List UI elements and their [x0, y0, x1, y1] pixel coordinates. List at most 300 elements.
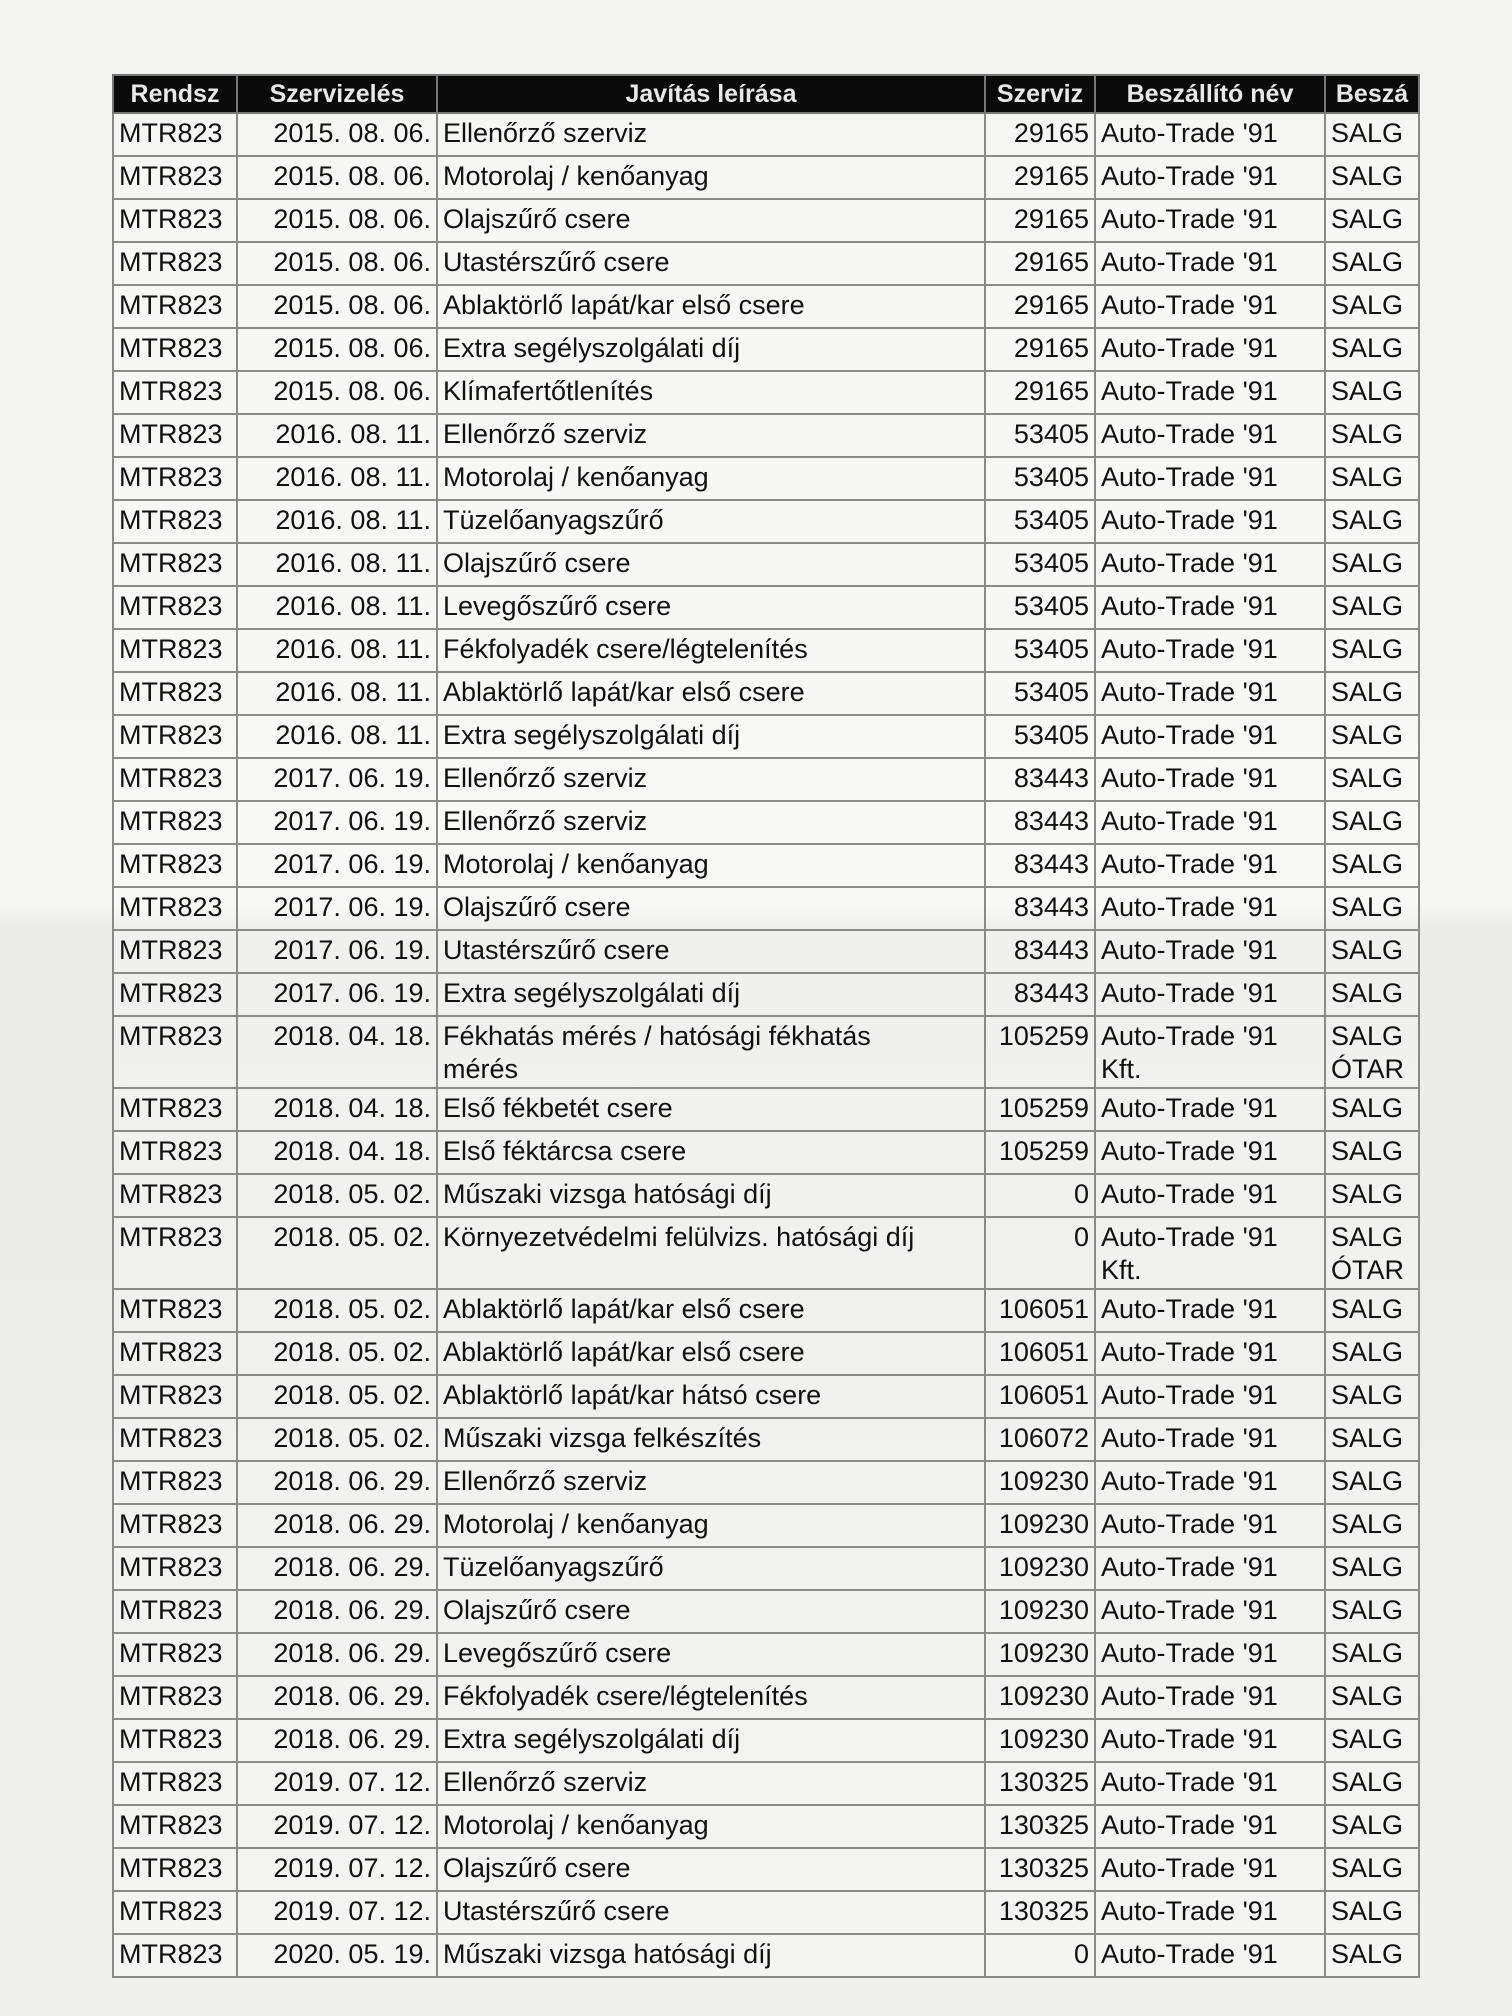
cell-plate-text: MTR823 — [119, 161, 223, 191]
cell-supplier-name — [1095, 1805, 1325, 1848]
cell-supplier-name-text: Auto-Trade '91 — [1101, 1509, 1278, 1539]
cell-description-text: Ellenőrző szerviz — [443, 806, 648, 836]
cell-plate-text: MTR823 — [119, 204, 223, 234]
cell-service-date-text: 2018. 06. 29. — [273, 1638, 431, 1668]
cell-service-date — [237, 457, 437, 500]
cell-service-number-text: 130325 — [998, 1767, 1089, 1797]
cell-plate — [113, 156, 237, 199]
cell-description-text: Klímafertőtlenítés — [443, 376, 654, 406]
cell-supplier-code — [1325, 1332, 1419, 1375]
cell-supplier-code-text: SALG — [1331, 1021, 1404, 1051]
cell-supplier-code-continuation: ÓTAR — [1331, 1054, 1404, 1084]
cell-plate-text: MTR823 — [119, 1337, 223, 1367]
cell-supplier-code-text: SALG — [1331, 419, 1404, 449]
cell-description-text: Ablaktörlő lapát/kar első csere — [443, 1337, 805, 1367]
cell-service-number — [985, 1891, 1095, 1934]
table-row — [113, 113, 1419, 156]
cell-plate-text: MTR823 — [119, 1380, 223, 1410]
cell-description-text: Ablaktörlő lapát/kar első csere — [443, 1294, 805, 1324]
cell-service-date — [237, 328, 437, 371]
cell-plate — [113, 1504, 237, 1547]
table-row — [113, 1891, 1419, 1934]
cell-service-date-text: 2018. 06. 29. — [273, 1552, 431, 1582]
cell-service-date — [237, 672, 437, 715]
cell-plate — [113, 1805, 237, 1848]
cell-description — [437, 242, 985, 285]
cell-plate — [113, 1848, 237, 1891]
cell-service-date — [237, 1131, 437, 1174]
cell-supplier-code-text: SALG — [1331, 1896, 1404, 1926]
cell-description — [437, 758, 985, 801]
cell-service-date — [237, 1174, 437, 1217]
cell-service-number-text: 109230 — [998, 1681, 1089, 1711]
cell-supplier-name-text: Auto-Trade '91 — [1101, 1179, 1278, 1209]
cell-plate — [113, 1891, 237, 1934]
cell-service-date-text: 2015. 08. 06. — [273, 290, 431, 320]
cell-supplier-name-text: Auto-Trade '91 — [1101, 1681, 1278, 1711]
cell-description — [437, 1934, 985, 1977]
cell-service-number — [985, 156, 1095, 199]
cell-service-date-text: 2015. 08. 06. — [273, 333, 431, 363]
cell-service-number — [985, 328, 1095, 371]
table-header — [113, 75, 1419, 113]
cell-supplier-name — [1095, 887, 1325, 930]
cell-service-number — [985, 1289, 1095, 1332]
cell-service-date — [237, 1719, 437, 1762]
cell-service-date — [237, 1762, 437, 1805]
table-row — [113, 371, 1419, 414]
cell-service-date — [237, 1332, 437, 1375]
cell-supplier-code-text: SALG — [1331, 634, 1404, 664]
table-row — [113, 1016, 1419, 1088]
cell-supplier-code — [1325, 973, 1419, 1016]
cell-service-date-text: 2016. 08. 11. — [275, 677, 431, 707]
cell-supplier-code-text: SALG — [1331, 204, 1404, 234]
cell-service-number-text: 29165 — [1013, 161, 1089, 191]
cell-supplier-name-text: Auto-Trade '91 — [1101, 462, 1278, 492]
cell-description — [437, 1174, 985, 1217]
cell-service-number-text: 109230 — [998, 1595, 1089, 1625]
cell-description — [437, 1719, 985, 1762]
cell-service-number-text: 106051 — [998, 1380, 1089, 1410]
cell-description — [437, 1375, 985, 1418]
cell-plate-text: MTR823 — [119, 333, 223, 363]
cell-supplier-name-text: Auto-Trade '91 — [1101, 505, 1278, 535]
cell-supplier-name-text: Auto-Trade '91 — [1101, 763, 1278, 793]
cell-supplier-code-text: SALG — [1331, 1552, 1404, 1582]
cell-supplier-name — [1095, 1504, 1325, 1547]
cell-supplier-code-text: SALG — [1331, 290, 1404, 320]
cell-service-date — [237, 543, 437, 586]
cell-plate — [113, 1289, 237, 1332]
cell-supplier-code — [1325, 371, 1419, 414]
table-row — [113, 844, 1419, 887]
cell-plate-text: MTR823 — [119, 1853, 223, 1883]
cell-description — [437, 500, 985, 543]
cell-description-text: Tüzelőanyagszűrő — [443, 505, 664, 535]
cell-supplier-name-text: Auto-Trade '91 — [1101, 806, 1278, 836]
cell-supplier-name-continuation: Kft. — [1101, 1255, 1142, 1285]
cell-supplier-code — [1325, 1805, 1419, 1848]
cell-plate-text: MTR823 — [119, 1767, 223, 1797]
table-row — [113, 1762, 1419, 1805]
cell-plate — [113, 285, 237, 328]
cell-service-number — [985, 1762, 1095, 1805]
cell-service-date-text: 2017. 06. 19. — [273, 806, 431, 836]
cell-plate — [113, 371, 237, 414]
cell-description — [437, 1805, 985, 1848]
cell-plate — [113, 1676, 237, 1719]
cell-service-number — [985, 1848, 1095, 1891]
cell-service-date — [237, 1805, 437, 1848]
cell-plate — [113, 1332, 237, 1375]
cell-description — [437, 1418, 985, 1461]
cell-supplier-name — [1095, 1891, 1325, 1934]
cell-service-date-text: 2020. 05. 19. — [273, 1939, 431, 1969]
cell-plate-text: MTR823 — [119, 849, 223, 879]
cell-supplier-code-text: SALG — [1331, 548, 1404, 578]
cell-service-date-text: 2015. 08. 06. — [273, 247, 431, 277]
table-row — [113, 1217, 1419, 1289]
cell-service-number-text: 29165 — [1013, 204, 1089, 234]
cell-service-date — [237, 1375, 437, 1418]
cell-service-date — [237, 629, 437, 672]
cell-plate-text: MTR823 — [119, 1466, 223, 1496]
cell-supplier-name-text: Auto-Trade '91 — [1101, 376, 1278, 406]
cell-supplier-code-text: SALG — [1331, 1681, 1404, 1711]
cell-service-date — [237, 1418, 437, 1461]
table-row — [113, 973, 1419, 1016]
cell-service-number — [985, 1174, 1095, 1217]
cell-service-date-text: 2018. 05. 02. — [273, 1423, 431, 1453]
cell-service-number — [985, 242, 1095, 285]
cell-plate — [113, 887, 237, 930]
cell-supplier-name — [1095, 1418, 1325, 1461]
cell-supplier-name — [1095, 1375, 1325, 1418]
cell-service-date-text: 2018. 05. 02. — [273, 1222, 431, 1252]
cell-supplier-code — [1325, 715, 1419, 758]
cell-service-number-text: 83443 — [1013, 892, 1089, 922]
cell-service-date — [237, 1676, 437, 1719]
cell-description — [437, 457, 985, 500]
cell-service-date-text: 2016. 08. 11. — [275, 720, 431, 750]
cell-service-number-text: 109230 — [998, 1466, 1089, 1496]
cell-supplier-code-text: SALG — [1331, 247, 1404, 277]
table-row — [113, 1547, 1419, 1590]
cell-supplier-code — [1325, 328, 1419, 371]
cell-plate-text: MTR823 — [119, 677, 223, 707]
cell-description-text: Motorolaj / kenőanyag — [443, 1509, 709, 1539]
cell-service-number — [985, 371, 1095, 414]
cell-service-date-text: 2018. 05. 02. — [273, 1337, 431, 1367]
cell-supplier-code-text: SALG — [1331, 849, 1404, 879]
cell-service-date — [237, 930, 437, 973]
cell-service-number — [985, 1719, 1095, 1762]
cell-service-date — [237, 371, 437, 414]
cell-service-number — [985, 285, 1095, 328]
cell-description-text: Motorolaj / kenőanyag — [443, 462, 709, 492]
cell-supplier-name-text: Auto-Trade '91 — [1101, 1136, 1278, 1166]
cell-supplier-code — [1325, 1848, 1419, 1891]
cell-description-text: Környezetvédelmi felülvizs. hatósági díj — [443, 1222, 915, 1252]
cell-supplier-code — [1325, 543, 1419, 586]
table-row — [113, 1461, 1419, 1504]
cell-service-date — [237, 844, 437, 887]
cell-description-text: Ellenőrző szerviz — [443, 419, 648, 449]
cell-plate-text: MTR823 — [119, 763, 223, 793]
cell-description-text: Fékfolyadék csere/légtelenítés — [443, 1681, 808, 1711]
cell-supplier-code-text: SALG — [1331, 376, 1404, 406]
cell-description — [437, 672, 985, 715]
cell-plate-text: MTR823 — [119, 1939, 223, 1969]
cell-supplier-code — [1325, 1762, 1419, 1805]
cell-supplier-code-text: SALG — [1331, 1810, 1404, 1840]
cell-supplier-name-text: Auto-Trade '91 — [1101, 1294, 1278, 1324]
cell-plate-text: MTR823 — [119, 419, 223, 449]
cell-supplier-name — [1095, 715, 1325, 758]
table-row — [113, 1375, 1419, 1418]
cell-supplier-code — [1325, 887, 1419, 930]
cell-supplier-name-text: Auto-Trade '91 — [1101, 333, 1278, 363]
cell-service-number-text: 53405 — [1013, 591, 1089, 621]
cell-plate — [113, 1016, 237, 1088]
cell-plate-text: MTR823 — [119, 1222, 223, 1252]
cell-plate-text: MTR823 — [119, 634, 223, 664]
cell-supplier-code-text: SALG — [1331, 1466, 1404, 1496]
header-service-number: Szerviz — [985, 75, 1095, 113]
cell-service-date-text: 2016. 08. 11. — [275, 548, 431, 578]
cell-description — [437, 715, 985, 758]
cell-supplier-code-text: SALG — [1331, 1595, 1404, 1625]
cell-description-text: Olajszűrő csere — [443, 1853, 631, 1883]
cell-plate — [113, 715, 237, 758]
cell-service-number-text: 0 — [1073, 1939, 1089, 1969]
table-row — [113, 930, 1419, 973]
cell-service-number-text: 53405 — [1013, 720, 1089, 750]
cell-plate-text: MTR823 — [119, 1179, 223, 1209]
cell-supplier-code-text: SALG — [1331, 677, 1404, 707]
cell-plate — [113, 414, 237, 457]
cell-service-number — [985, 930, 1095, 973]
cell-plate-text: MTR823 — [119, 376, 223, 406]
cell-supplier-code-text: SALG — [1331, 1380, 1404, 1410]
cell-plate-text: MTR823 — [119, 806, 223, 836]
cell-description-text: Motorolaj / kenőanyag — [443, 849, 709, 879]
cell-plate-text: MTR823 — [119, 1509, 223, 1539]
cell-plate-text: MTR823 — [119, 1896, 223, 1926]
cell-supplier-code — [1325, 1289, 1419, 1332]
cell-description — [437, 1088, 985, 1131]
cell-supplier-name-text: Auto-Trade '91 — [1101, 1896, 1278, 1926]
cell-supplier-name — [1095, 844, 1325, 887]
cell-service-date — [237, 801, 437, 844]
table-row — [113, 285, 1419, 328]
cell-plate-text: MTR823 — [119, 1136, 223, 1166]
cell-service-number — [985, 1805, 1095, 1848]
cell-description-text: Ablaktörlő lapát/kar első csere — [443, 290, 805, 320]
cell-service-number — [985, 1088, 1095, 1131]
cell-service-number-text: 53405 — [1013, 462, 1089, 492]
cell-plate — [113, 1375, 237, 1418]
cell-plate-text: MTR823 — [119, 1093, 223, 1123]
cell-service-number-text: 106072 — [998, 1423, 1089, 1453]
cell-description-text: Első féktárcsa csere — [443, 1136, 687, 1166]
cell-service-date — [237, 113, 437, 156]
cell-service-number — [985, 672, 1095, 715]
cell-description — [437, 1547, 985, 1590]
header-service-date: Szervizelés — [237, 75, 437, 113]
cell-service-number — [985, 887, 1095, 930]
cell-supplier-code-text: SALG — [1331, 1294, 1404, 1324]
cell-supplier-name-text: Auto-Trade '91 — [1101, 118, 1278, 148]
table-row — [113, 156, 1419, 199]
table-row — [113, 629, 1419, 672]
cell-supplier-name — [1095, 156, 1325, 199]
table-row — [113, 1633, 1419, 1676]
cell-description-text: Ellenőrző szerviz — [443, 1767, 648, 1797]
cell-supplier-code-text: SALG — [1331, 462, 1404, 492]
table-row — [113, 414, 1419, 457]
cell-service-date — [237, 1547, 437, 1590]
cell-service-date — [237, 758, 437, 801]
cell-plate — [113, 1590, 237, 1633]
header-supplier-code: Beszá — [1325, 75, 1419, 113]
cell-service-date — [237, 1461, 437, 1504]
cell-supplier-code-text: SALG — [1331, 978, 1404, 1008]
cell-service-date-text: 2018. 04. 18. — [273, 1136, 431, 1166]
cell-service-date-text: 2016. 08. 11. — [275, 634, 431, 664]
table-row — [113, 328, 1419, 371]
cell-service-date-text: 2018. 05. 02. — [273, 1380, 431, 1410]
cell-supplier-code — [1325, 1504, 1419, 1547]
table-row — [113, 801, 1419, 844]
cell-supplier-name — [1095, 328, 1325, 371]
cell-supplier-code — [1325, 801, 1419, 844]
cell-supplier-code — [1325, 1131, 1419, 1174]
table-row — [113, 1805, 1419, 1848]
cell-service-number — [985, 1332, 1095, 1375]
cell-supplier-name-text: Auto-Trade '91 — [1101, 419, 1278, 449]
cell-service-date — [237, 887, 437, 930]
cell-supplier-code — [1325, 1418, 1419, 1461]
cell-service-number — [985, 543, 1095, 586]
cell-plate — [113, 1088, 237, 1131]
cell-service-number-text: 130325 — [998, 1810, 1089, 1840]
cell-service-number — [985, 199, 1095, 242]
cell-service-number — [985, 1461, 1095, 1504]
cell-service-date — [237, 500, 437, 543]
cell-service-date — [237, 715, 437, 758]
cell-supplier-code-text: SALG — [1331, 1423, 1404, 1453]
cell-plate-text: MTR823 — [119, 247, 223, 277]
cell-plate-text: MTR823 — [119, 505, 223, 535]
table-row — [113, 1719, 1419, 1762]
cell-service-date — [237, 1848, 437, 1891]
cell-plate — [113, 672, 237, 715]
cell-service-date-text: 2016. 08. 11. — [275, 591, 431, 621]
cell-supplier-code — [1325, 758, 1419, 801]
cell-supplier-name — [1095, 1848, 1325, 1891]
cell-supplier-name — [1095, 1633, 1325, 1676]
cell-service-number-text: 29165 — [1013, 118, 1089, 148]
cell-plate — [113, 1547, 237, 1590]
cell-supplier-name — [1095, 1174, 1325, 1217]
cell-supplier-code-text: SALG — [1331, 1638, 1404, 1668]
cell-plate — [113, 500, 237, 543]
cell-service-number-text: 53405 — [1013, 419, 1089, 449]
cell-supplier-name — [1095, 285, 1325, 328]
cell-description-text: Műszaki vizsga felkészítés — [443, 1423, 762, 1453]
cell-service-date — [237, 414, 437, 457]
cell-description-text: Motorolaj / kenőanyag — [443, 161, 709, 191]
cell-plate-text: MTR823 — [119, 1423, 223, 1453]
cell-supplier-name — [1095, 1762, 1325, 1805]
cell-service-date-text: 2018. 04. 18. — [273, 1093, 431, 1123]
cell-service-number-text: 83443 — [1013, 935, 1089, 965]
cell-plate — [113, 801, 237, 844]
cell-supplier-name-text: Auto-Trade '91 — [1101, 591, 1278, 621]
cell-supplier-name-text: Auto-Trade '91 — [1101, 1466, 1278, 1496]
cell-service-date — [237, 1088, 437, 1131]
cell-supplier-code-text: SALG — [1331, 1509, 1404, 1539]
cell-service-date-text: 2015. 08. 06. — [273, 204, 431, 234]
cell-supplier-name — [1095, 930, 1325, 973]
cell-description — [437, 1590, 985, 1633]
cell-plate — [113, 1461, 237, 1504]
table-row — [113, 1504, 1419, 1547]
header-repair-description: Javítás leírása — [437, 75, 985, 113]
cell-supplier-name-text: Auto-Trade '91 — [1101, 290, 1278, 320]
cell-supplier-name — [1095, 1547, 1325, 1590]
cell-description — [437, 629, 985, 672]
cell-description — [437, 1504, 985, 1547]
cell-description — [437, 586, 985, 629]
cell-service-date — [237, 1016, 437, 1088]
cell-description-text: Olajszűrő csere — [443, 892, 631, 922]
cell-plate — [113, 758, 237, 801]
cell-plate-text: MTR823 — [119, 1638, 223, 1668]
cell-service-date-text: 2017. 06. 19. — [273, 935, 431, 965]
cell-supplier-name-text: Auto-Trade '91 — [1101, 1552, 1278, 1582]
cell-service-date-text: 2019. 07. 12. — [273, 1853, 431, 1883]
cell-service-number — [985, 844, 1095, 887]
cell-service-date — [237, 242, 437, 285]
cell-supplier-name-text: Auto-Trade '91 — [1101, 935, 1278, 965]
cell-plate — [113, 844, 237, 887]
cell-service-date-text: 2016. 08. 11. — [275, 462, 431, 492]
cell-service-date-text: 2018. 06. 29. — [273, 1595, 431, 1625]
cell-supplier-name-text: Auto-Trade '91 — [1101, 1380, 1278, 1410]
cell-service-number-text: 83443 — [1013, 806, 1089, 836]
cell-supplier-code-continuation: ÓTAR — [1331, 1255, 1404, 1285]
cell-supplier-name — [1095, 1719, 1325, 1762]
cell-plate — [113, 1131, 237, 1174]
cell-supplier-name-text: Auto-Trade '91 — [1101, 1638, 1278, 1668]
cell-service-number-text: 109230 — [998, 1509, 1089, 1539]
cell-description-text: Extra segélyszolgálati díj — [443, 333, 741, 363]
cell-supplier-code-text: SALG — [1331, 935, 1404, 965]
cell-description-text: Ablaktörlő lapát/kar első csere — [443, 677, 805, 707]
table-row — [113, 199, 1419, 242]
cell-supplier-name-text: Auto-Trade '91 — [1101, 548, 1278, 578]
table-row — [113, 242, 1419, 285]
cell-description-text: Extra segélyszolgálati díj — [443, 1724, 741, 1754]
cell-supplier-name-text: Auto-Trade '91 — [1101, 1222, 1278, 1252]
cell-service-number — [985, 1217, 1095, 1289]
cell-description-text: Utastérszűrő csere — [443, 1896, 670, 1926]
cell-description-text: Levegőszűrő csere — [443, 591, 672, 621]
cell-description — [437, 543, 985, 586]
